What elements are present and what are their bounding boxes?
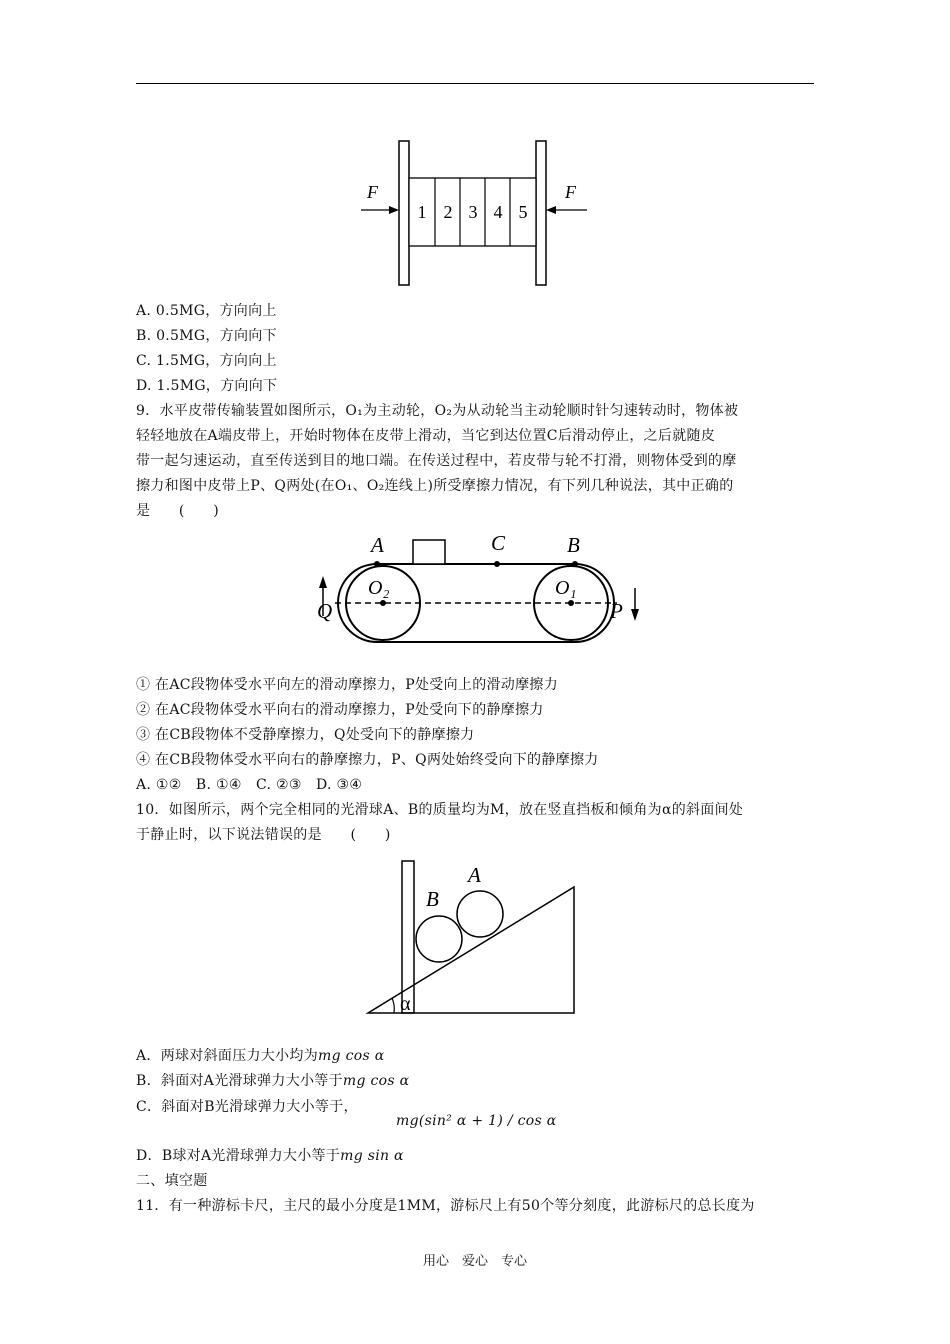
label-o1: O₁	[555, 577, 577, 599]
section-fill-in-heading: 二、填空题	[136, 1173, 208, 1189]
label-a: A	[371, 533, 384, 557]
q9-statement-2: ② 在AC段物体受水平向右的滑动摩擦力，P处受向下的静摩擦力	[136, 702, 544, 718]
q10-option-b-math: mg cos α	[342, 1073, 410, 1089]
q10-option-c: C．斜面对B光滑球弹力大小等于，	[136, 1099, 358, 1115]
q10-option-c-math: mg(sin² α + 1) / cos α	[396, 1113, 557, 1129]
label-b: B	[567, 533, 580, 557]
header-rule	[136, 83, 814, 84]
block-5: 5	[518, 202, 528, 222]
q10-option-d-math: mg sin α	[340, 1148, 404, 1164]
q10-option-d-text: D．B球对A光滑球弹力大小等于	[136, 1148, 341, 1164]
q8-option-c: C. 1.5MG，方向向上	[136, 353, 277, 369]
q10-line-1: 10．如图所示，两个完全相同的光滑球A、B的质量均为M，放在竖直挡板和倾角为α的斜面间处	[136, 802, 744, 818]
q9-statement-3: ③ 在CB段物体不受静摩擦力，Q处受向下的静摩擦力	[136, 727, 475, 743]
label-alpha: α	[400, 993, 411, 1015]
q10-option-c-formula	[396, 1111, 556, 1131]
force-right-label: F	[565, 182, 576, 202]
label-b-ball: B	[426, 887, 439, 911]
q9-line-2: 轻轻地放在A端皮带上，开始时物体在皮带上滑动，当它到达位置C后滑动停止，之后就随皮	[136, 428, 716, 444]
q10-option-a-text: A．两球对斜面压力大小均为	[136, 1048, 319, 1064]
q8-option-a: A. 0.5MG，方向向上	[136, 303, 277, 319]
figure-belt-conveyor	[305, 528, 655, 656]
page-footer: 用心 爱心 专心	[422, 1254, 527, 1269]
q8-option-b: B. 0.5MG，方向向下	[136, 328, 277, 344]
force-left-label: F	[367, 182, 378, 202]
q10-option-a-math: mg cos α	[318, 1048, 385, 1064]
q10-option-a	[136, 1046, 384, 1066]
label-o2: O₂	[368, 577, 390, 599]
block-3: 3	[468, 202, 478, 222]
q10-line-2: 于静止时，以下说法错误的是 ( )	[136, 827, 391, 843]
label-a-ball: A	[468, 863, 481, 887]
block-2: 2	[443, 202, 453, 222]
q9-line-3: 带一起匀速运动，直至传送到目的地口端。在传送过程中，若皮带与轮不打滑，则物体受到的摩	[136, 453, 737, 469]
block-4: 4	[493, 202, 503, 222]
q10-option-d	[136, 1146, 404, 1166]
q9-line-5: 是 ( )	[136, 503, 220, 519]
q9-line-4: 擦力和图中皮带上P、Q两处(在O₁、O₂连线上)所受摩擦力情况，有下列几种说法，其中正确的	[136, 478, 734, 494]
q9-line-1: 9．水平皮带传输装置如图所示，O₁为主动轮，O₂为从动轮当主动轮顺时针匀速转动时，物体被	[136, 403, 739, 419]
q10-option-b-text: B．斜面对A光滑球弹力大小等于	[136, 1073, 343, 1089]
q9-options: A. ①② B. ①④ C. ②③ D. ③④	[136, 777, 363, 793]
q9-statement-1: ① 在AC段物体受水平向左的滑动摩擦力，P处受向上的滑动摩擦力	[136, 677, 558, 693]
label-q: Q	[317, 599, 333, 623]
q8-option-d: D. 1.5MG，方向向下	[136, 378, 278, 394]
figure-blocks-between-plates	[355, 138, 595, 288]
q9-statement-4: ④ 在CB段物体受水平向右的静摩擦力，P、Q两处始终受向下的静摩擦力	[136, 752, 599, 768]
label-p: P	[610, 599, 623, 623]
label-c: C	[491, 531, 506, 555]
block-1: 1	[417, 202, 427, 222]
q10-option-b	[136, 1071, 409, 1091]
q11-line-1: 11．有一种游标卡尺，主尺的最小分度是1MM，游标尺上有50个等分刻度，此游标尺的总长度为	[136, 1198, 755, 1214]
figure-balls-on-incline	[360, 855, 585, 1025]
